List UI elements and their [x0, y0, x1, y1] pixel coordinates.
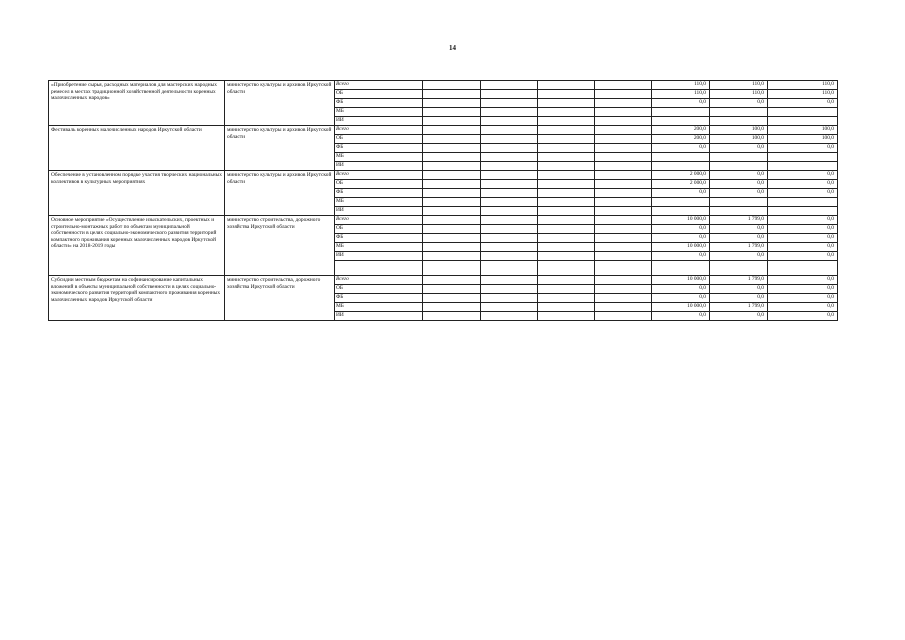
empty-cell: [595, 90, 652, 99]
empty-cell: [481, 303, 538, 312]
value-cell: [710, 153, 768, 162]
funding-table: [48, 80, 838, 321]
executor-cell: министерство строительства, дорожного хозяйства Иркутской области: [225, 276, 335, 321]
value-cell: 0,0: [652, 252, 710, 261]
funding-source: ФБ: [335, 234, 423, 243]
empty-cell: [595, 294, 652, 303]
value-cell: 0,0: [768, 243, 838, 252]
empty-cell: [595, 285, 652, 294]
value-cell: 0,0: [768, 171, 838, 180]
table-row: [49, 171, 838, 180]
value-cell: 2 000,0: [652, 171, 710, 180]
empty-cell: [481, 99, 538, 108]
value-cell: 110,0: [652, 81, 710, 90]
empty-cell: [423, 207, 481, 216]
empty-cell: [423, 81, 481, 90]
value-cell: 100,0: [710, 126, 768, 135]
value-cell: 110,0: [652, 90, 710, 99]
empty-cell: [481, 180, 538, 189]
value-cell: 110,0: [710, 81, 768, 90]
value-cell: 1 799,0: [710, 303, 768, 312]
funding-source: ФБ: [335, 294, 423, 303]
empty-cell: [538, 261, 595, 276]
funding-source: ОБ: [335, 225, 423, 234]
empty-cell: [423, 99, 481, 108]
empty-cell: [481, 216, 538, 225]
empty-cell: [595, 312, 652, 321]
executor-cell: министерство культуры и архивов Иркутской области: [225, 81, 335, 126]
empty-cell: [652, 261, 710, 276]
page-number: 14: [449, 44, 456, 52]
funding-source: Всего: [335, 171, 423, 180]
empty-cell: [423, 243, 481, 252]
value-cell: 0,0: [652, 234, 710, 243]
empty-cell: [335, 261, 423, 276]
empty-cell: [595, 108, 652, 117]
empty-cell: [538, 243, 595, 252]
empty-cell: [481, 261, 538, 276]
empty-cell: [595, 216, 652, 225]
value-cell: 0,0: [768, 234, 838, 243]
value-cell: 0,0: [710, 294, 768, 303]
empty-cell: [595, 126, 652, 135]
executor-cell: министерство культуры и архивов Иркутской области: [225, 171, 335, 216]
empty-cell: [423, 312, 481, 321]
empty-cell: [423, 276, 481, 285]
executor-cell: министерство строительства, дорожного хозяйства Иркутской области: [225, 216, 335, 276]
funding-source: МБ: [335, 198, 423, 207]
measure-description: Основное мероприятие «Осуществление изыскательских, проектных и строительно-монтажных работ по объектам муниципальной собственности в целях социально-экономического развития территорий компактного проживания коренных малочисленных народов Иркутской области» на 2018-2019 годы: [49, 216, 225, 276]
empty-cell: [595, 243, 652, 252]
empty-cell: [538, 198, 595, 207]
empty-cell: [538, 234, 595, 243]
value-cell: 0,0: [652, 312, 710, 321]
empty-cell: [595, 180, 652, 189]
empty-cell: [481, 81, 538, 90]
empty-cell: [423, 189, 481, 198]
value-cell: [710, 108, 768, 117]
funding-source: ОБ: [335, 90, 423, 99]
empty-cell: [710, 261, 768, 276]
funding-source: ИИ: [335, 117, 423, 126]
funding-source: Всего: [335, 216, 423, 225]
empty-cell: [481, 243, 538, 252]
empty-cell: [423, 252, 481, 261]
value-cell: 0,0: [768, 216, 838, 225]
value-cell: 0,0: [652, 294, 710, 303]
funding-source: МБ: [335, 303, 423, 312]
empty-cell: [423, 126, 481, 135]
funding-source: Всего: [335, 126, 423, 135]
empty-cell: [481, 108, 538, 117]
value-cell: 100,0: [710, 135, 768, 144]
value-cell: 10 000,0: [652, 276, 710, 285]
empty-cell: [595, 153, 652, 162]
empty-cell: [423, 153, 481, 162]
value-cell: [768, 198, 838, 207]
value-cell: 0,0: [710, 180, 768, 189]
empty-cell: [538, 135, 595, 144]
value-cell: [768, 162, 838, 171]
funding-source: МБ: [335, 153, 423, 162]
value-cell: 0,0: [768, 189, 838, 198]
empty-cell: [481, 312, 538, 321]
value-cell: 2 000,0: [652, 180, 710, 189]
empty-cell: [595, 144, 652, 153]
funding-source: Всего: [335, 276, 423, 285]
empty-cell: [538, 303, 595, 312]
value-cell: 0,0: [652, 99, 710, 108]
empty-cell: [538, 180, 595, 189]
value-cell: 0,0: [710, 225, 768, 234]
empty-cell: [595, 135, 652, 144]
value-cell: 0,0: [710, 234, 768, 243]
value-cell: 1 799,0: [710, 276, 768, 285]
empty-cell: [423, 135, 481, 144]
empty-cell: [423, 285, 481, 294]
empty-cell: [595, 189, 652, 198]
funding-source: МБ: [335, 108, 423, 117]
empty-cell: [423, 162, 481, 171]
value-cell: 0,0: [768, 294, 838, 303]
empty-cell: [538, 294, 595, 303]
executor-cell: министерство культуры и архивов Иркутской области: [225, 126, 335, 171]
empty-cell: [423, 144, 481, 153]
empty-cell: [538, 117, 595, 126]
measure-description: Обеспечение в установленном порядке участия творческих национальных коллективов в культурных мероприятиях: [49, 171, 225, 216]
empty-cell: [595, 171, 652, 180]
value-cell: 0,0: [768, 99, 838, 108]
value-cell: 100,0: [768, 135, 838, 144]
funding-source: ОБ: [335, 135, 423, 144]
empty-cell: [481, 198, 538, 207]
value-cell: 0,0: [768, 144, 838, 153]
empty-cell: [481, 162, 538, 171]
empty-cell: [538, 189, 595, 198]
empty-cell: [595, 303, 652, 312]
empty-cell: [423, 225, 481, 234]
empty-cell: [538, 252, 595, 261]
value-cell: 0,0: [652, 189, 710, 198]
empty-cell: [423, 117, 481, 126]
funding-source: ИИ: [335, 207, 423, 216]
funding-source: ФБ: [335, 189, 423, 198]
empty-cell: [538, 99, 595, 108]
table-row: [49, 276, 838, 285]
measure-description: Фестиваль коренных малочисленных народов Иркутской области: [49, 126, 225, 171]
value-cell: 1 799,0: [710, 216, 768, 225]
value-cell: [710, 207, 768, 216]
empty-cell: [423, 216, 481, 225]
value-cell: 110,0: [768, 90, 838, 99]
empty-cell: [481, 225, 538, 234]
value-cell: 10 000,0: [652, 243, 710, 252]
value-cell: 0,0: [710, 285, 768, 294]
empty-cell: [423, 108, 481, 117]
empty-cell: [595, 117, 652, 126]
empty-cell: [481, 126, 538, 135]
empty-cell: [538, 126, 595, 135]
empty-cell: [423, 90, 481, 99]
funding-source: ОБ: [335, 180, 423, 189]
value-cell: 0,0: [710, 312, 768, 321]
value-cell: [652, 108, 710, 117]
funding-source: ИИ: [335, 252, 423, 261]
empty-cell: [481, 294, 538, 303]
value-cell: [710, 117, 768, 126]
empty-cell: [423, 171, 481, 180]
empty-cell: [538, 108, 595, 117]
value-cell: 0,0: [710, 99, 768, 108]
empty-cell: [538, 171, 595, 180]
value-cell: 0,0: [768, 303, 838, 312]
value-cell: 0,0: [710, 189, 768, 198]
empty-cell: [538, 312, 595, 321]
value-cell: [768, 108, 838, 117]
empty-cell: [595, 261, 652, 276]
value-cell: 0,0: [768, 276, 838, 285]
measure-description: Субсидии местным бюджетам на софинансирование капитальных вложений в объекты муниципальной собственности в целях социально-экономического развития территорий компактного проживания коренных малочисленных народов Иркутской области: [49, 276, 225, 321]
empty-cell: [595, 234, 652, 243]
empty-cell: [538, 216, 595, 225]
value-cell: 110,0: [710, 90, 768, 99]
empty-cell: [595, 198, 652, 207]
value-cell: 10 000,0: [652, 216, 710, 225]
value-cell: 110,0: [768, 81, 838, 90]
empty-cell: [423, 261, 481, 276]
value-cell: [710, 198, 768, 207]
empty-cell: [423, 303, 481, 312]
empty-cell: [595, 99, 652, 108]
table-row: [49, 81, 838, 90]
empty-cell: [538, 207, 595, 216]
empty-cell: [595, 81, 652, 90]
value-cell: 0,0: [652, 144, 710, 153]
value-cell: [768, 207, 838, 216]
empty-cell: [481, 189, 538, 198]
empty-cell: [538, 144, 595, 153]
value-cell: 1 799,0: [710, 243, 768, 252]
measure-description: «Приобретение сырья, расходных материалов для мастерских народных ремесел в местах традиционной хозяйственной деятельности коренных малочисленных народов»: [49, 81, 225, 126]
empty-cell: [423, 234, 481, 243]
empty-cell: [481, 285, 538, 294]
empty-cell: [595, 276, 652, 285]
value-cell: 0,0: [710, 171, 768, 180]
empty-cell: [481, 153, 538, 162]
value-cell: 0,0: [652, 225, 710, 234]
empty-cell: [481, 135, 538, 144]
value-cell: [652, 198, 710, 207]
table-row: [49, 216, 838, 225]
funding-source: ФБ: [335, 99, 423, 108]
empty-cell: [481, 207, 538, 216]
empty-cell: [595, 162, 652, 171]
empty-cell: [423, 180, 481, 189]
empty-cell: [538, 90, 595, 99]
funding-source: МБ: [335, 243, 423, 252]
empty-cell: [423, 198, 481, 207]
value-cell: 200,0: [652, 126, 710, 135]
funding-source: ИИ: [335, 162, 423, 171]
value-cell: 0,0: [652, 285, 710, 294]
empty-cell: [538, 285, 595, 294]
value-cell: 0,0: [768, 180, 838, 189]
empty-cell: [481, 144, 538, 153]
empty-cell: [481, 171, 538, 180]
empty-cell: [768, 261, 838, 276]
empty-cell: [481, 234, 538, 243]
empty-cell: [538, 225, 595, 234]
value-cell: 0,0: [710, 144, 768, 153]
empty-cell: [595, 252, 652, 261]
empty-cell: [538, 81, 595, 90]
value-cell: [768, 153, 838, 162]
value-cell: 0,0: [710, 252, 768, 261]
value-cell: 0,0: [768, 252, 838, 261]
empty-cell: [481, 90, 538, 99]
empty-cell: [481, 276, 538, 285]
value-cell: [768, 117, 838, 126]
empty-cell: [423, 294, 481, 303]
value-cell: 0,0: [768, 225, 838, 234]
empty-cell: [481, 117, 538, 126]
value-cell: [652, 207, 710, 216]
empty-cell: [595, 207, 652, 216]
value-cell: 100,0: [768, 126, 838, 135]
funding-source: ИИ: [335, 312, 423, 321]
value-cell: 0,0: [768, 285, 838, 294]
value-cell: [652, 117, 710, 126]
funding-source: ОБ: [335, 285, 423, 294]
table-row: [49, 126, 838, 135]
funding-source: ФБ: [335, 144, 423, 153]
value-cell: 10 000,0: [652, 303, 710, 312]
value-cell: 200,0: [652, 135, 710, 144]
empty-cell: [538, 162, 595, 171]
funding-source: Всего: [335, 81, 423, 90]
value-cell: 0,0: [768, 312, 838, 321]
value-cell: [710, 162, 768, 171]
empty-cell: [595, 225, 652, 234]
value-cell: [652, 162, 710, 171]
empty-cell: [538, 276, 595, 285]
empty-cell: [538, 153, 595, 162]
empty-cell: [481, 252, 538, 261]
value-cell: [652, 153, 710, 162]
